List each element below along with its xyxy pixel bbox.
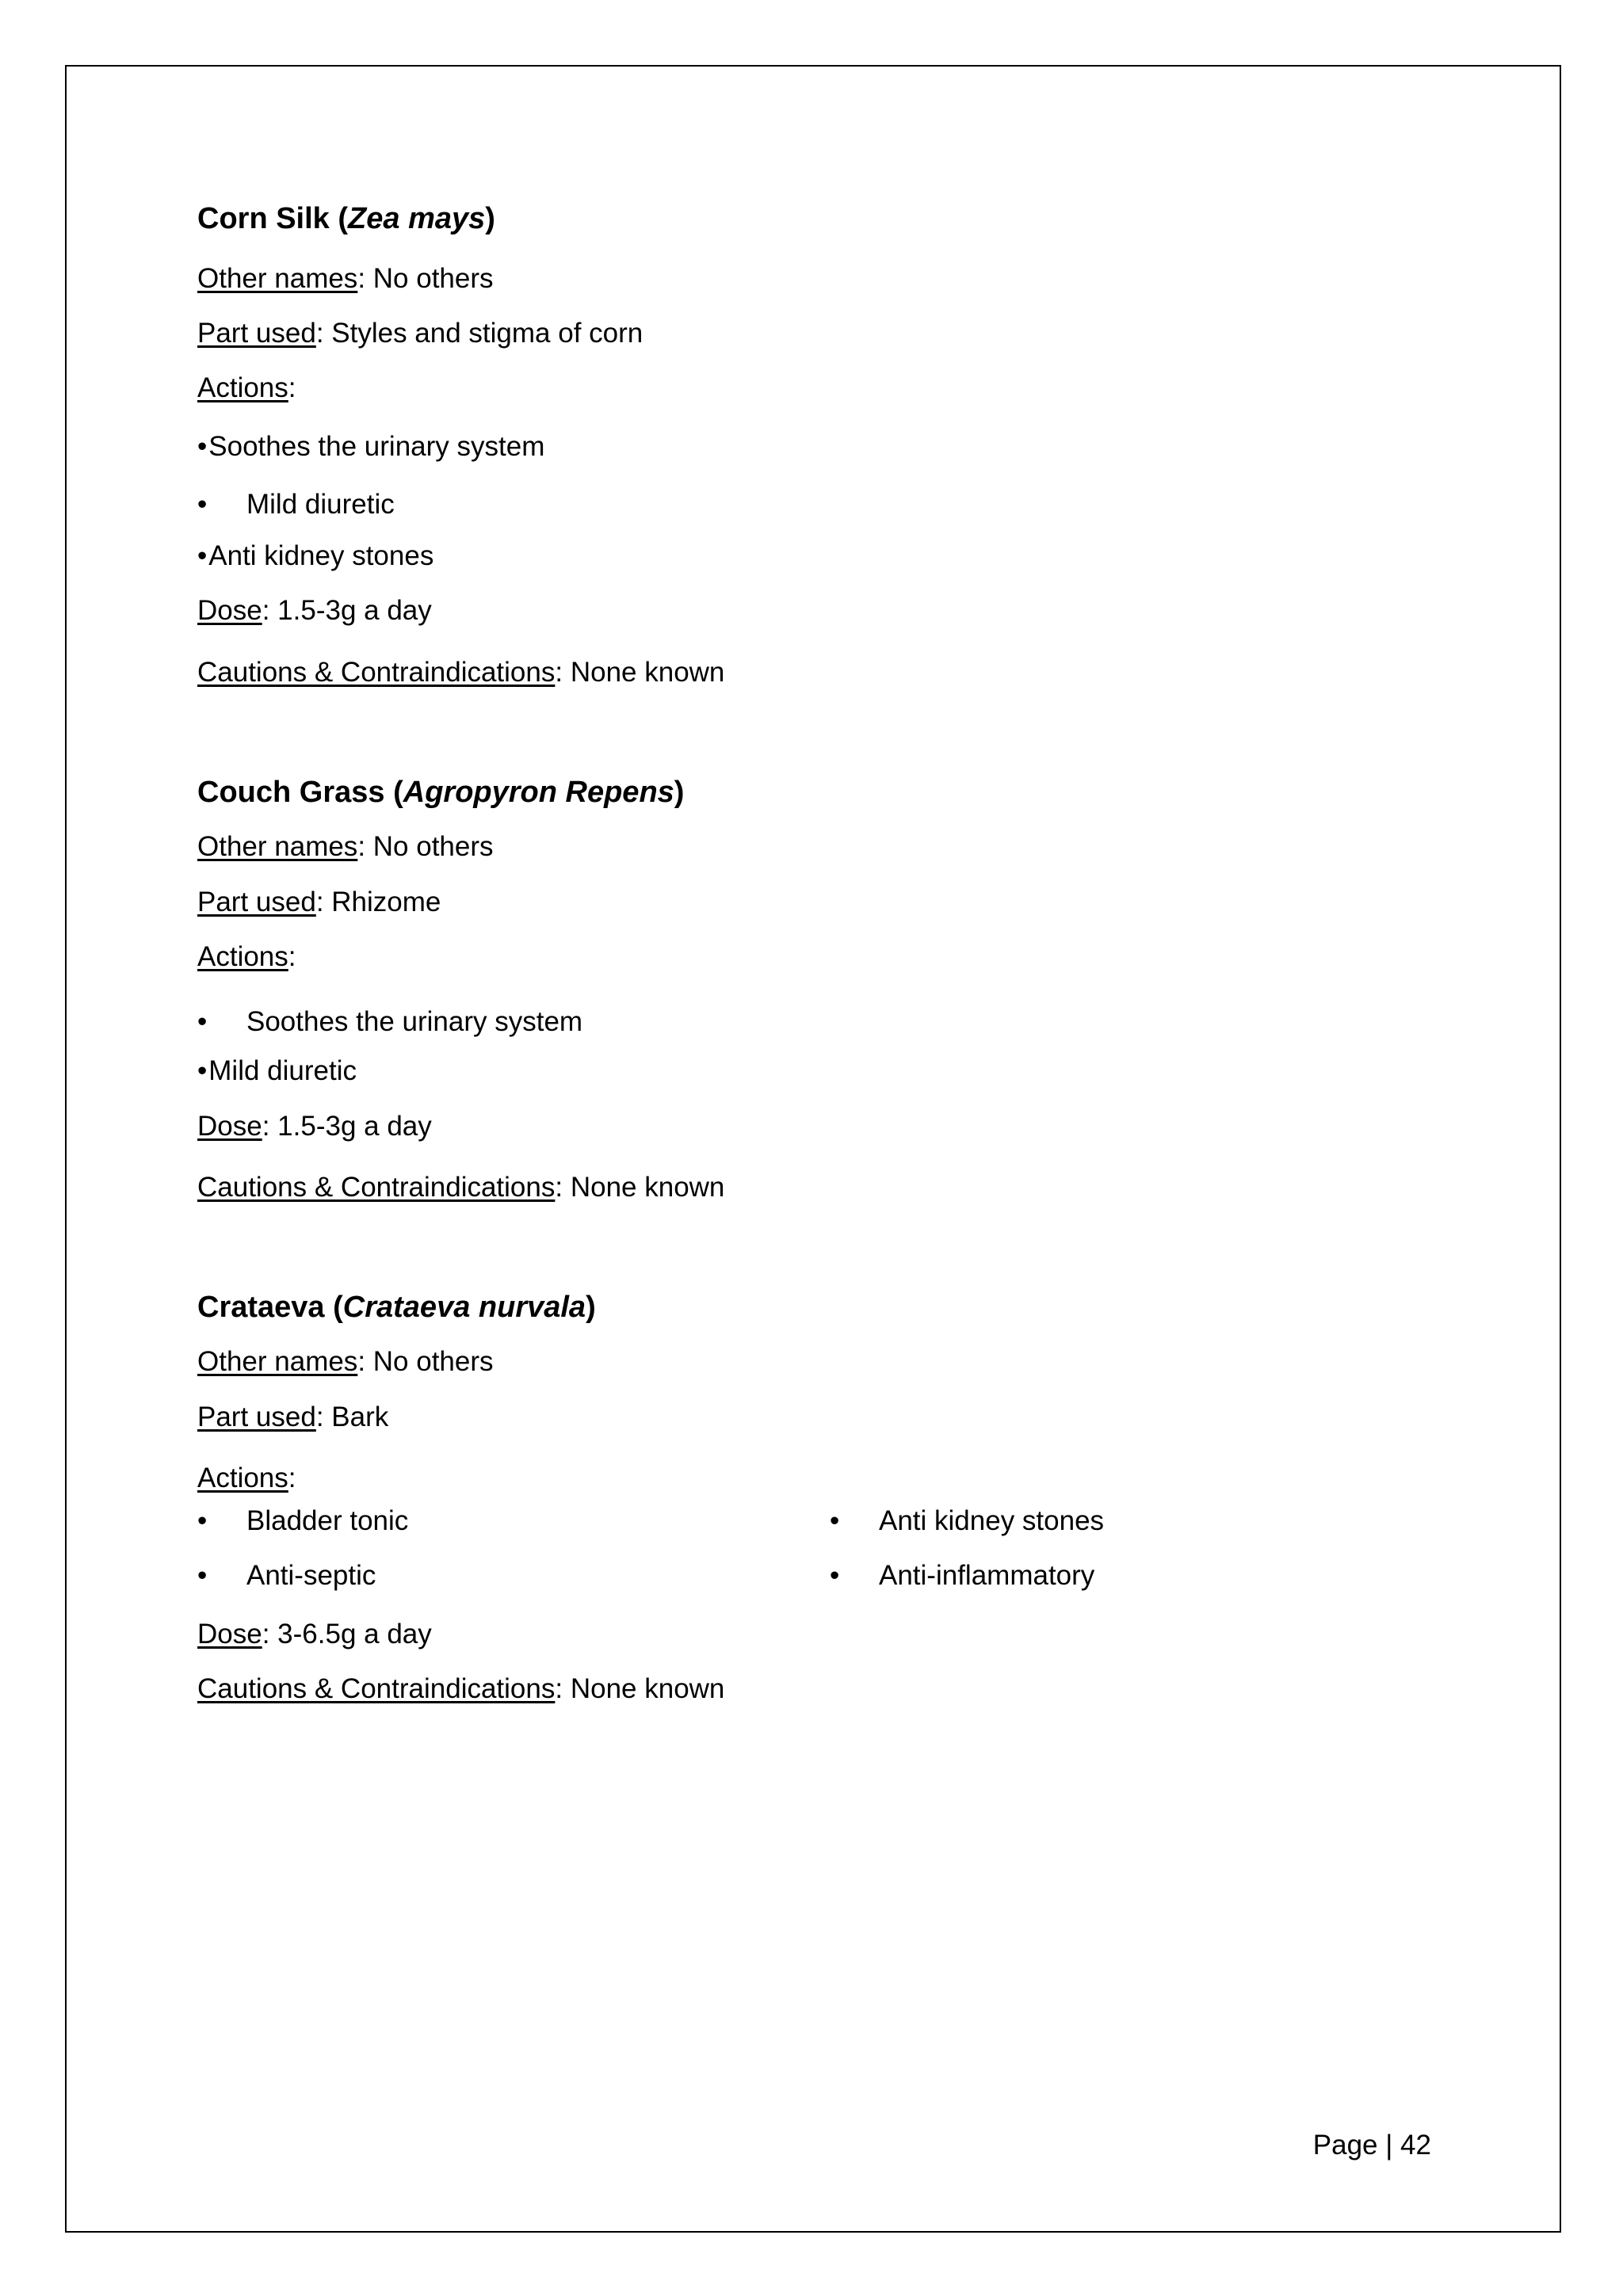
part-used-value: Bark bbox=[331, 1402, 389, 1432]
part-used-row: Part used: Styles and stigma of corn bbox=[197, 318, 643, 349]
herb-common-name: Crataeva bbox=[197, 1291, 325, 1324]
action-item bbox=[197, 487, 395, 522]
dose-value: 3-6.5g a day bbox=[277, 1619, 432, 1650]
action-text: Mild diuretic bbox=[208, 1055, 357, 1086]
herb-common-name: Corn Silk bbox=[197, 202, 330, 235]
actions-label-row: Actions: bbox=[197, 372, 296, 403]
actions-label: Actions bbox=[197, 941, 288, 972]
herb-common-name: Couch Grass bbox=[197, 776, 385, 809]
dose-value: 1.5-3g a day bbox=[277, 1111, 432, 1142]
action-item bbox=[197, 1504, 408, 1539]
actions-label-row: Actions: bbox=[197, 1463, 296, 1493]
dose-label: Dose bbox=[197, 595, 262, 626]
dose-label: Dose bbox=[197, 1619, 262, 1650]
actions-label: Actions bbox=[197, 372, 288, 403]
part-used-value: Rhizome bbox=[331, 887, 441, 917]
part-used-row: Part used: Bark bbox=[197, 1402, 389, 1432]
dose-row: Dose: 1.5-3g a day bbox=[197, 595, 432, 626]
action-item bbox=[197, 1005, 582, 1039]
action-text: Anti-septic bbox=[246, 1560, 376, 1591]
part-used-label: Part used bbox=[197, 887, 316, 917]
actions-label: Actions bbox=[197, 1463, 288, 1493]
action-text: Anti kidney stones bbox=[879, 1505, 1105, 1536]
herb-heading-couch-grass: Couch Grass (Agropyron Repens) bbox=[197, 776, 685, 809]
other-names-value: No others bbox=[372, 263, 494, 294]
dose-row: Dose: 3-6.5g a day bbox=[197, 1619, 432, 1650]
dose-label: Dose bbox=[197, 1111, 262, 1142]
action-text: Soothes the urinary system bbox=[246, 1006, 583, 1037]
herb-heading-crataeva: Crataeva (Crataeva nurvala) bbox=[197, 1291, 596, 1324]
action-item bbox=[830, 1504, 1104, 1539]
other-names-row: Other names: No others bbox=[197, 263, 494, 294]
other-names-row: Other names: No others bbox=[197, 1346, 494, 1377]
actions-label-row: Actions: bbox=[197, 941, 296, 972]
cautions-row: Cautions & Contraindications: None known bbox=[197, 1172, 725, 1203]
dose-value: 1.5-3g a day bbox=[277, 595, 432, 626]
action-text: Anti-inflammatory bbox=[879, 1560, 1095, 1591]
action-item bbox=[197, 1558, 376, 1593]
dose-row: Dose: 1.5-3g a day bbox=[197, 1111, 432, 1142]
action-item bbox=[197, 539, 433, 574]
other-names-label: Other names bbox=[197, 1346, 358, 1377]
cautions-row: Cautions & Contraindications: None known bbox=[197, 1673, 725, 1704]
cautions-value: None known bbox=[570, 1673, 725, 1704]
cautions-label: Cautions & Contraindications bbox=[197, 1172, 556, 1203]
other-names-row: Other names: No others bbox=[197, 831, 494, 862]
other-names-label: Other names bbox=[197, 263, 358, 294]
herb-heading-corn-silk: Corn Silk (Zea mays) bbox=[197, 202, 495, 235]
action-item bbox=[830, 1558, 1094, 1593]
cautions-label: Cautions & Contraindications bbox=[197, 1673, 556, 1704]
action-text: Bladder tonic bbox=[246, 1505, 409, 1536]
cautions-value: None known bbox=[570, 657, 725, 688]
cautions-row: Cautions & Contraindications: None known bbox=[197, 657, 725, 688]
other-names-value: No others bbox=[372, 831, 494, 862]
part-used-value: Styles and stigma of corn bbox=[331, 318, 643, 349]
action-text: Anti kidney stones bbox=[208, 540, 434, 571]
part-used-label: Part used bbox=[197, 318, 316, 349]
cautions-label: Cautions & Contraindications bbox=[197, 657, 556, 688]
other-names-value: No others bbox=[372, 1346, 494, 1377]
herb-scientific-name: Zea mays bbox=[348, 202, 486, 235]
herb-scientific-name: Crataeva nurvala bbox=[342, 1291, 586, 1324]
part-used-label: Part used bbox=[197, 1402, 316, 1432]
page-number: Page | 42 bbox=[1312, 2130, 1431, 2161]
herb-scientific-name: Agropyron Repens bbox=[403, 776, 674, 809]
action-text: Mild diuretic bbox=[246, 489, 395, 520]
action-text: Soothes the urinary system bbox=[208, 431, 545, 462]
cautions-value: None known bbox=[570, 1172, 725, 1203]
part-used-row: Part used: Rhizome bbox=[197, 887, 441, 917]
action-item bbox=[197, 1054, 357, 1089]
action-item bbox=[197, 429, 544, 464]
other-names-label: Other names bbox=[197, 831, 358, 862]
